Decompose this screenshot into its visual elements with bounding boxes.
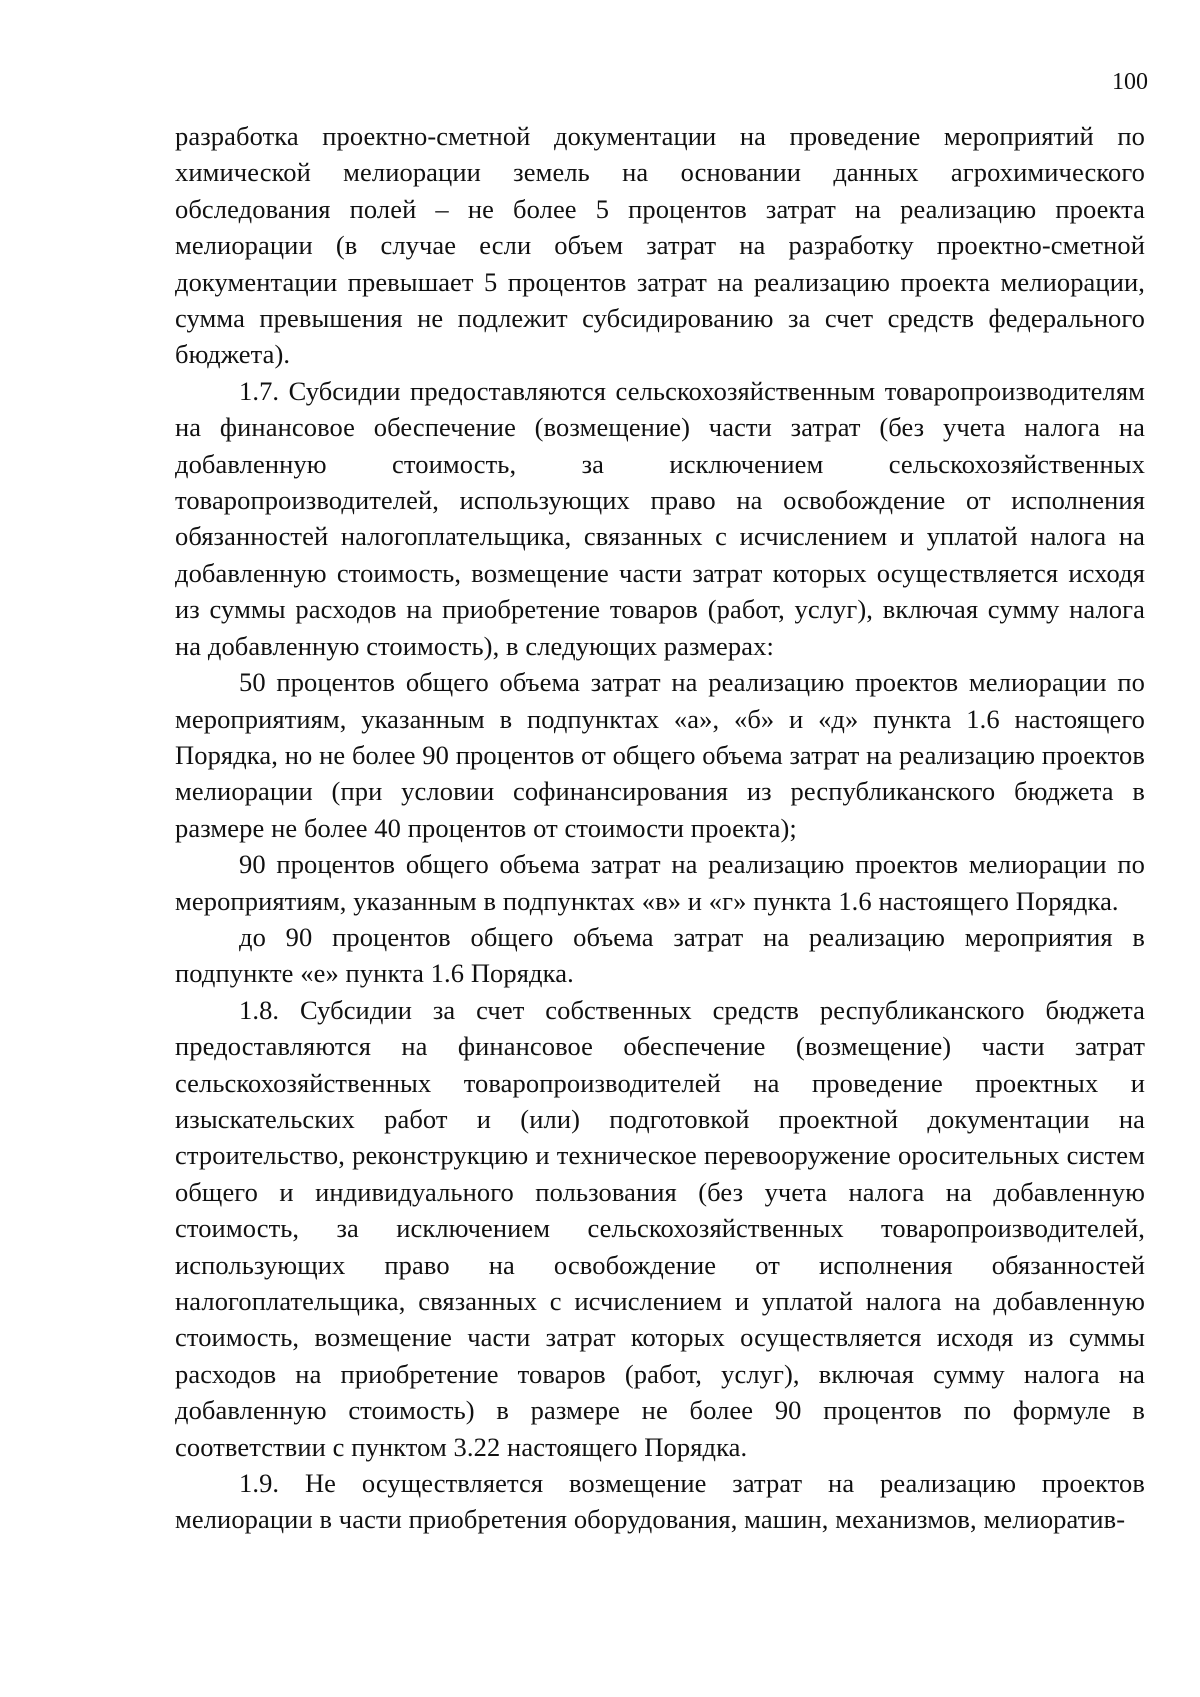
paragraph-90-percent: 90 процентов общего объема затрат на реализацию проектов мелиорации по мероприятиям, указанным в подпунктах «в» и «г» пункта 1.6 настоящего Порядка. (175, 849, 1145, 916)
document-body (175, 118, 1145, 1538)
paragraph-50-percent: 50 процентов общего объема затрат на реализацию проектов мелиорации по мероприятиям, указанным в подпунктах «а», «б» и «д» пункта 1.6 настоящего Порядка, но не более 90 процентов от общего объема затрат на реализацию проектов мелиорации (при условии софинансирования из республиканского бюджета в размере не более 40 процентов от стоимости проекта); (175, 667, 1145, 843)
paragraph-up-to-90-percent: до 90 процентов общего объема затрат на реализацию мероприятия в подпункте «е» пункта 1.6 Порядка. (175, 921, 1145, 989)
page-number: 100 (1112, 69, 1148, 95)
paragraph-1-7: 1.7. Субсидии предоставляются сельскохозяйственным товаропроизводителям на финансовое обеспечение (возмещение) части затрат (без учета налога на добавленную стоимость, за исключением сельскохозяйственных товаропроизводителей, использующих право на освобождение от исполнения обязанностей налогоплательщика, связанных с исчислением и уплатой налога на добавленную стоимость, возмещение части затрат которых осуществляется исходя из суммы расходов на приобретение товаров (работ, услуг), включая сумму налога на добавленную стоимость), в следующих размерах: (175, 375, 1145, 661)
paragraph-1-9: 1.9. Не осуществляется возмещение затрат на реализацию проектов мелиорации в части приобретения оборудования, машин, механизмов, мелиоратив- (175, 1468, 1145, 1535)
paragraph-continuation: разработка проектно-сметной документации на проведение мероприятий по химической мелиорации земель на основании данных агрохимического обследования полей – не более 5 процентов затрат на реализацию проекта мелиорации (в случае если объем затрат на разработку проектно-сметной документации превышает 5 процентов затрат на реализацию проекта мелиорации, сумма превышения не подлежит субсидированию за счет средств федерального бюджета). (175, 121, 1145, 370)
paragraph-1-8: 1.8. Субсидии за счет собственных средств республиканского бюджета предоставляются на финансовое обеспечение (возмещение) части затрат сельскохозяйственных товаропроизводителей на проведение проектных и изыскательских работ и (или) подготовкой проектной документации на строительство, реконструкцию и техническое перевооружение оросительных систем общего и индивидуального пользования (без учета налога на добавленную стоимость, за исключением сельскохозяйственных товаропроизводителей, использующих право на освобождение от исполнения обязанностей налогоплательщика, связанных с исчислением и уплатой налога на добавленную стоимость, возмещение части затрат которых осуществляется исходя из суммы расходов на приобретение товаров (работ, услуг), включая сумму налога на добавленную стоимость) в размере не более 90 процентов по формуле в соответствии с пунктом 3.22 настоящего Порядка. (175, 994, 1145, 1462)
